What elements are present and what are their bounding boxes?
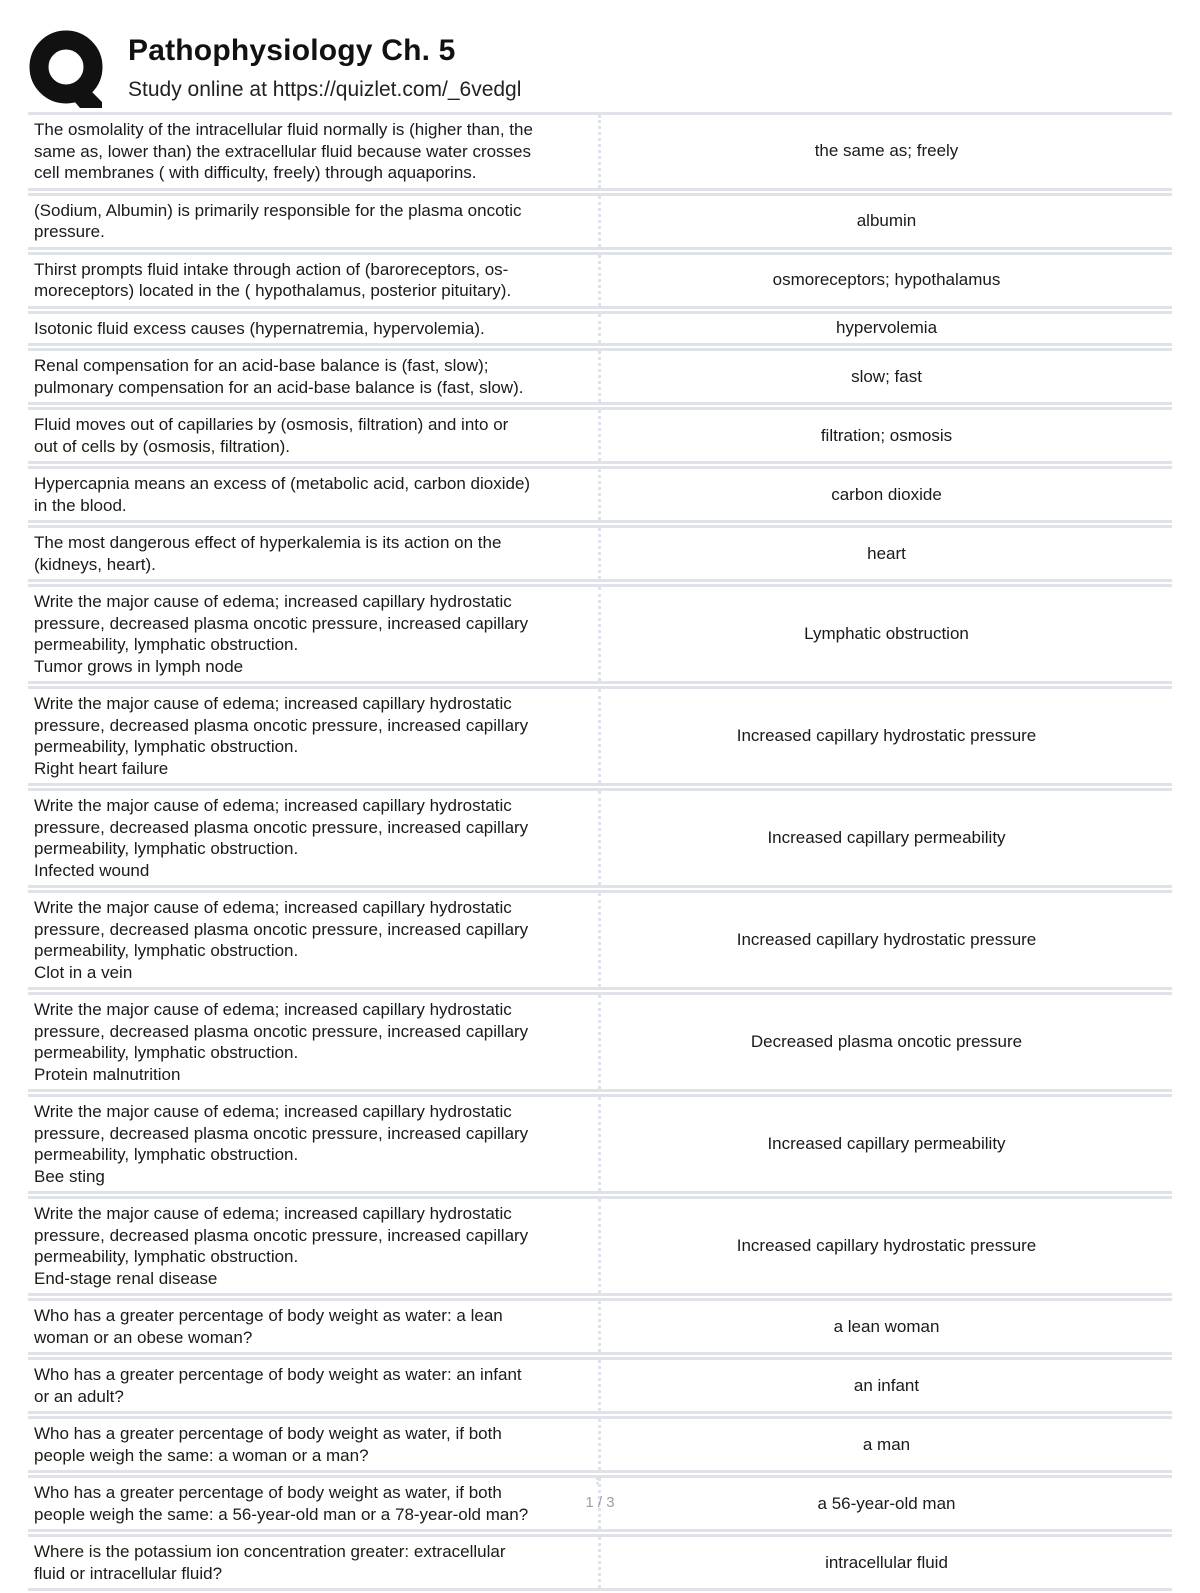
definition-text: hypervolemia <box>835 318 938 338</box>
flashcard-list <box>28 112 1172 1593</box>
flashcard-row <box>28 584 1172 684</box>
definition-text: heart <box>867 543 906 563</box>
definition-text: intracellular fluid <box>825 1552 948 1572</box>
term-text: Where is the potassium ion concentration greater: extracellular fluid or intracellular fluid? <box>34 1542 506 1583</box>
definition-text: Increased capillary hydrostatic pressure <box>736 930 1037 949</box>
quizlet-logo-icon <box>28 30 108 110</box>
definition-text: a lean woman <box>833 1316 940 1336</box>
column-divider-tail <box>596 1477 599 1485</box>
definition-text: Decreased plasma oncotic pressure <box>750 1032 1023 1051</box>
term-text: Write the major cause of edema; increased capillary hydrostatic pressure, decreased plasma oncotic pressure, increased capillary permeability, lymphatic obstruction. End-stage renal disease <box>34 1204 529 1288</box>
definition-text: the same as; freely <box>814 141 959 161</box>
flashcard-row <box>28 1416 1172 1473</box>
flashcard-row <box>28 525 1172 582</box>
study-link[interactable]: Study online at https://quizlet.com/_6vedgl <box>128 78 522 101</box>
flashcard-row <box>28 1196 1172 1296</box>
definition-text: Increased capillary permeability <box>767 1134 1006 1153</box>
definition-text: albumin <box>856 211 917 230</box>
definition-text: Increased capillary hydrostatic pressure <box>736 1236 1037 1255</box>
definition-text: Increased capillary hydrostatic pressure <box>736 726 1037 745</box>
term-text: Fluid moves out of capillaries by (osmosis, filtration) and into or out of cells by (osmosis, filtration). <box>34 415 509 456</box>
term-text: Hypercapnia means an excess of (metabolic acid, carbon dioxide) in the blood. <box>34 474 531 515</box>
page-header <box>28 30 1178 110</box>
term-text: Write the major cause of edema; increased capillary hydrostatic pressure, decreased plasma oncotic pressure, increased capillary permeability, lymphatic obstruction. Right heart failure <box>34 694 529 778</box>
flashcard-row <box>28 193 1172 250</box>
term-text: Write the major cause of edema; increased capillary hydrostatic pressure, decreased plasma oncotic pressure, increased capillary permeability, lymphatic obstruction. Protein malnutrition <box>34 1000 529 1084</box>
flashcard-row <box>28 686 1172 786</box>
flashcard-row <box>28 1534 1172 1591</box>
term-text: The most dangerous effect of hyperkalemia is its action on the (kidneys, heart). <box>34 533 502 574</box>
definition-text: a 56-year-old man <box>817 1493 956 1513</box>
flashcard-row <box>28 788 1172 888</box>
flashcard-row <box>28 890 1172 990</box>
definition-text: Increased capillary permeability <box>767 828 1006 847</box>
flashcard-row <box>28 311 1172 347</box>
term-text: Write the major cause of edema; increased capillary hydrostatic pressure, decreased plasma oncotic pressure, increased capillary permeability, lymphatic obstruction. Tumor grows in lymph node <box>34 592 529 676</box>
flashcard-row <box>28 1357 1172 1414</box>
term-text: Who has a greater percentage of body weight as water: a lean woman or an obese woman? <box>34 1306 503 1347</box>
definition-text: osmoreceptors; hypothalamus <box>772 270 1001 289</box>
term-text: Who has a greater percentage of body weight as water, if both people weigh the same: a woman or a man? <box>34 1424 502 1465</box>
page-title: Pathophysiology Ch. 5 <box>128 34 456 67</box>
term-text: Write the major cause of edema; increased capillary hydrostatic pressure, decreased plasma oncotic pressure, increased capillary permeability, lymphatic obstruction. Infected wound <box>34 796 529 880</box>
flashcard-row <box>28 252 1172 309</box>
term-text: Write the major cause of edema; increased capillary hydrostatic pressure, decreased plasma oncotic pressure, increased capillary permeability, lymphatic obstruction. Bee sting <box>34 1102 529 1186</box>
term-text: Isotonic fluid excess causes (hypernatremia, hypervolemia). <box>34 318 485 338</box>
term-text: Renal compensation for an acid-base balance is (fast, slow); pulmonary compensation for an acid-base balance is (fast, slow). <box>34 356 524 397</box>
flashcard-row <box>28 348 1172 405</box>
term-text: Write the major cause of edema; increased capillary hydrostatic pressure, decreased plasma oncotic pressure, increased capillary permeability, lymphatic obstruction. Clot in a vein <box>34 898 529 982</box>
definition-text: an infant <box>853 1375 920 1395</box>
definition-text: a man <box>862 1434 911 1454</box>
definition-text: carbon dioxide <box>831 484 942 504</box>
flashcard-row <box>28 407 1172 464</box>
term-text: The osmolality of the intracellular fluid normally is (higher than, the same as, lower than) the extracellular fluid because water crosses cell membranes ( with difficulty, freely) through aquaporins. <box>34 120 533 182</box>
term-text: Who has a greater percentage of body weight as water: an infant or an adult? <box>34 1365 522 1406</box>
flashcard-row <box>28 992 1172 1092</box>
flashcard-row <box>28 1094 1172 1194</box>
definition-text: filtration; osmosis <box>820 425 953 445</box>
definition-text: Lymphatic obstruction <box>804 624 969 643</box>
flashcard-row <box>28 466 1172 523</box>
flashcard-row <box>28 1298 1172 1355</box>
term-text: Who has a greater percentage of body weight as water, if both people weigh the same: a 56-year-old man or a 78-year-old man? <box>34 1483 529 1524</box>
definition-text: slow; fast <box>851 366 922 386</box>
term-text: Thirst prompts fluid intake through action of (baroreceptors, os- moreceptors) located in the ( hypothalamus, posterior pituitary). <box>34 259 512 300</box>
page-number: 1 / 3 <box>585 1494 615 1511</box>
term-text: (Sodium, Albumin) is primarily responsible for the plasma oncotic pressure. <box>34 200 522 241</box>
flashcard-row <box>28 112 1172 191</box>
